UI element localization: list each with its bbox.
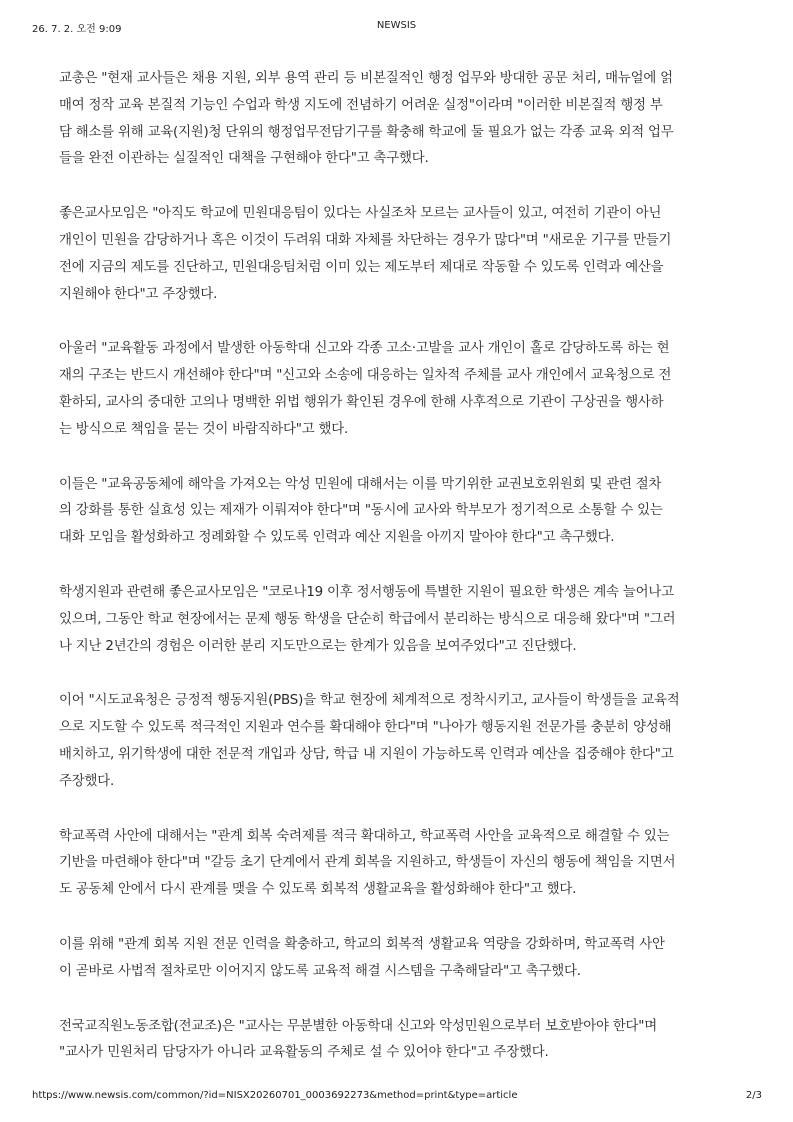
article-paragraph (59, 688, 749, 795)
paragraph-line: 이어 "시도교육청은 긍정적 행동지원(PBS)을 학교 현장에 체계적으로 정착시키고, 교사들이 학생들을 교육적 (59, 693, 680, 709)
paragraph-line: 좋은교사모임은 "아직도 학교에 민원대응팀이 있다는 사실조차 모르는 교사들이 있고, 여전히 기관이 아닌 (59, 206, 662, 222)
paragraph-line: 도 공동체 안에서 다시 관계를 맺을 수 있도록 회복적 생활교육을 활성화해야 한다"고 했다. (59, 882, 577, 898)
paragraph-line: 학교폭력 사안에 대해서는 "관계 회복 숙려제를 적극 확대하고, 학교폭력 사안을 교육적으로 해결할 수 있는 (59, 828, 670, 844)
paragraph-line: 주장했다. (59, 773, 114, 789)
article-paragraph (59, 1014, 749, 1068)
paragraph-line: 기반을 마련해야 한다"며 "갈등 초기 단계에서 관계 회복을 지원하고, 학생들이 자신의 행동에 책임을 지면서 (59, 855, 676, 871)
paragraph-line: 지원해야 한다"고 주장했다. (59, 286, 218, 302)
print-url: https://www.newsis.com/common/?id=NISX20260701_0003692273&method=print&type=article (32, 1090, 518, 1101)
paragraph-line: 매여 정작 교육 본질적 기능인 수업과 학생 지도에 전념하기 어려운 실정"이라며 "이러한 비본질적 행정 부 (59, 97, 663, 113)
paragraph-line: 이들은 "교육공동체에 해악을 가져오는 악성 민원에 대해서는 이를 막기위한 교권보호위원회 및 관련 절차 (59, 476, 662, 492)
paragraph-line: "교사가 민원처리 담당자가 아니라 교육활동의 주체로 설 수 있어야 한다"고 주장했다. (59, 1045, 549, 1061)
paragraph-line: 학생지원과 관련해 좋은교사모임은 "코로나19 이후 정서행동에 특별한 지원이 필요한 학생은 계속 늘어나고 (59, 584, 674, 600)
print-date: 26. 7. 2. 오전 9:09 (32, 24, 122, 35)
article-paragraph (59, 932, 749, 986)
article-paragraph (59, 201, 749, 308)
paragraph-line: 아울러 "교육활동 과정에서 발생한 아동학대 신고와 각종 고소·고발을 교사 개인이 홀로 감당하도록 하는 현 (59, 341, 670, 357)
article-paragraph (59, 824, 749, 904)
article-body (59, 66, 749, 1095)
paragraph-line: 이 곧바로 사법적 절차로만 이어지지 않도록 교육적 해결 시스템을 구축해달라"고 촉구했다. (59, 963, 581, 979)
paragraph-line: 나 지난 2년간의 경험은 이러한 분리 지도만으로는 한계가 있음을 보여주었다"고 진단했다. (59, 638, 577, 654)
paragraph-line: 전에 지금의 제도를 진단하고, 민원대응팀처럼 이미 있는 제도부터 제대로 작동할 수 있도록 인력과 예산을 (59, 259, 664, 275)
article-paragraph (59, 336, 749, 443)
paragraph-line: 의 강화를 통한 실효성 있는 제재가 이뤄져야 한다"며 "동시에 교사와 학부모가 정기적으로 소통할 수 있는 (59, 503, 663, 519)
article-paragraph (59, 66, 749, 173)
paragraph-line: 이를 위해 "관계 회복 지원 전문 인력을 확충하고, 학교의 회복적 생활교육 역량을 강화하며, 학교폭력 사안 (59, 936, 665, 952)
article-paragraph (59, 472, 749, 552)
paragraph-line: 으로 지도할 수 있도록 적극적인 지원과 연수를 확대해야 한다"며 "나아가 행동지원 전문가를 충분히 양성해 (59, 720, 672, 736)
paragraph-line: 담 해소를 위해 교육(지원)청 단위의 행정업무전담기구를 확충해 학교에 둘 필요가 없는 각종 교육 외적 업무 (59, 124, 674, 140)
paragraph-line: 환하되, 교사의 중대한 고의나 명백한 위법 행위가 확인된 경우에 한해 사후적으로 기관이 구상권을 행사하 (59, 394, 664, 410)
paragraph-line: 있으며, 그동안 학교 현장에서는 문제 행동 학생을 단순히 학급에서 분리하는 방식으로 대응해 왔다"며 "그러 (59, 611, 676, 627)
site-name: NEWSIS (376, 20, 417, 31)
paragraph-line: 재의 구조는 반드시 개선해야 한다"며 "신고와 소송에 대응하는 일차적 주체를 교사 개인에서 교육청으로 전 (59, 368, 672, 384)
paragraph-line: 대화 모임을 활성화하고 정례화할 수 있도록 인력과 예산 지원을 아끼지 말아야 한다"고 촉구했다. (59, 530, 615, 546)
paragraph-line: 배치하고, 위기학생에 대한 전문적 개입과 상담, 학급 내 지원이 가능하도록 인력과 예산을 집중해야 한다"고 (59, 746, 674, 762)
page-number: 2/3 (745, 1090, 762, 1101)
paragraph-line: 들을 완전 이관하는 실질적인 대책을 구현해야 한다"고 촉구했다. (59, 151, 429, 167)
paragraph-line: 는 방식으로 책임을 묻는 것이 바람직하다"고 했다. (59, 421, 349, 437)
article-paragraph (59, 580, 749, 660)
paragraph-line: 전국교직원노동조합(전교조)은 "교사는 무분별한 아동학대 신고와 악성민원으로부터 보호받아야 한다"며 (59, 1018, 657, 1034)
paragraph-line: 교총은 "현재 교사들은 채용 지원, 외부 용역 관리 등 비본질적인 행정 업무와 방대한 공문 처리, 매뉴얼에 얽 (59, 71, 673, 86)
paragraph-line: 개인이 민원을 감당하거나 혹은 이것이 두려워 대화 자체를 차단하는 경우가 많다"며 "새로운 기구를 만들기 (59, 232, 672, 248)
